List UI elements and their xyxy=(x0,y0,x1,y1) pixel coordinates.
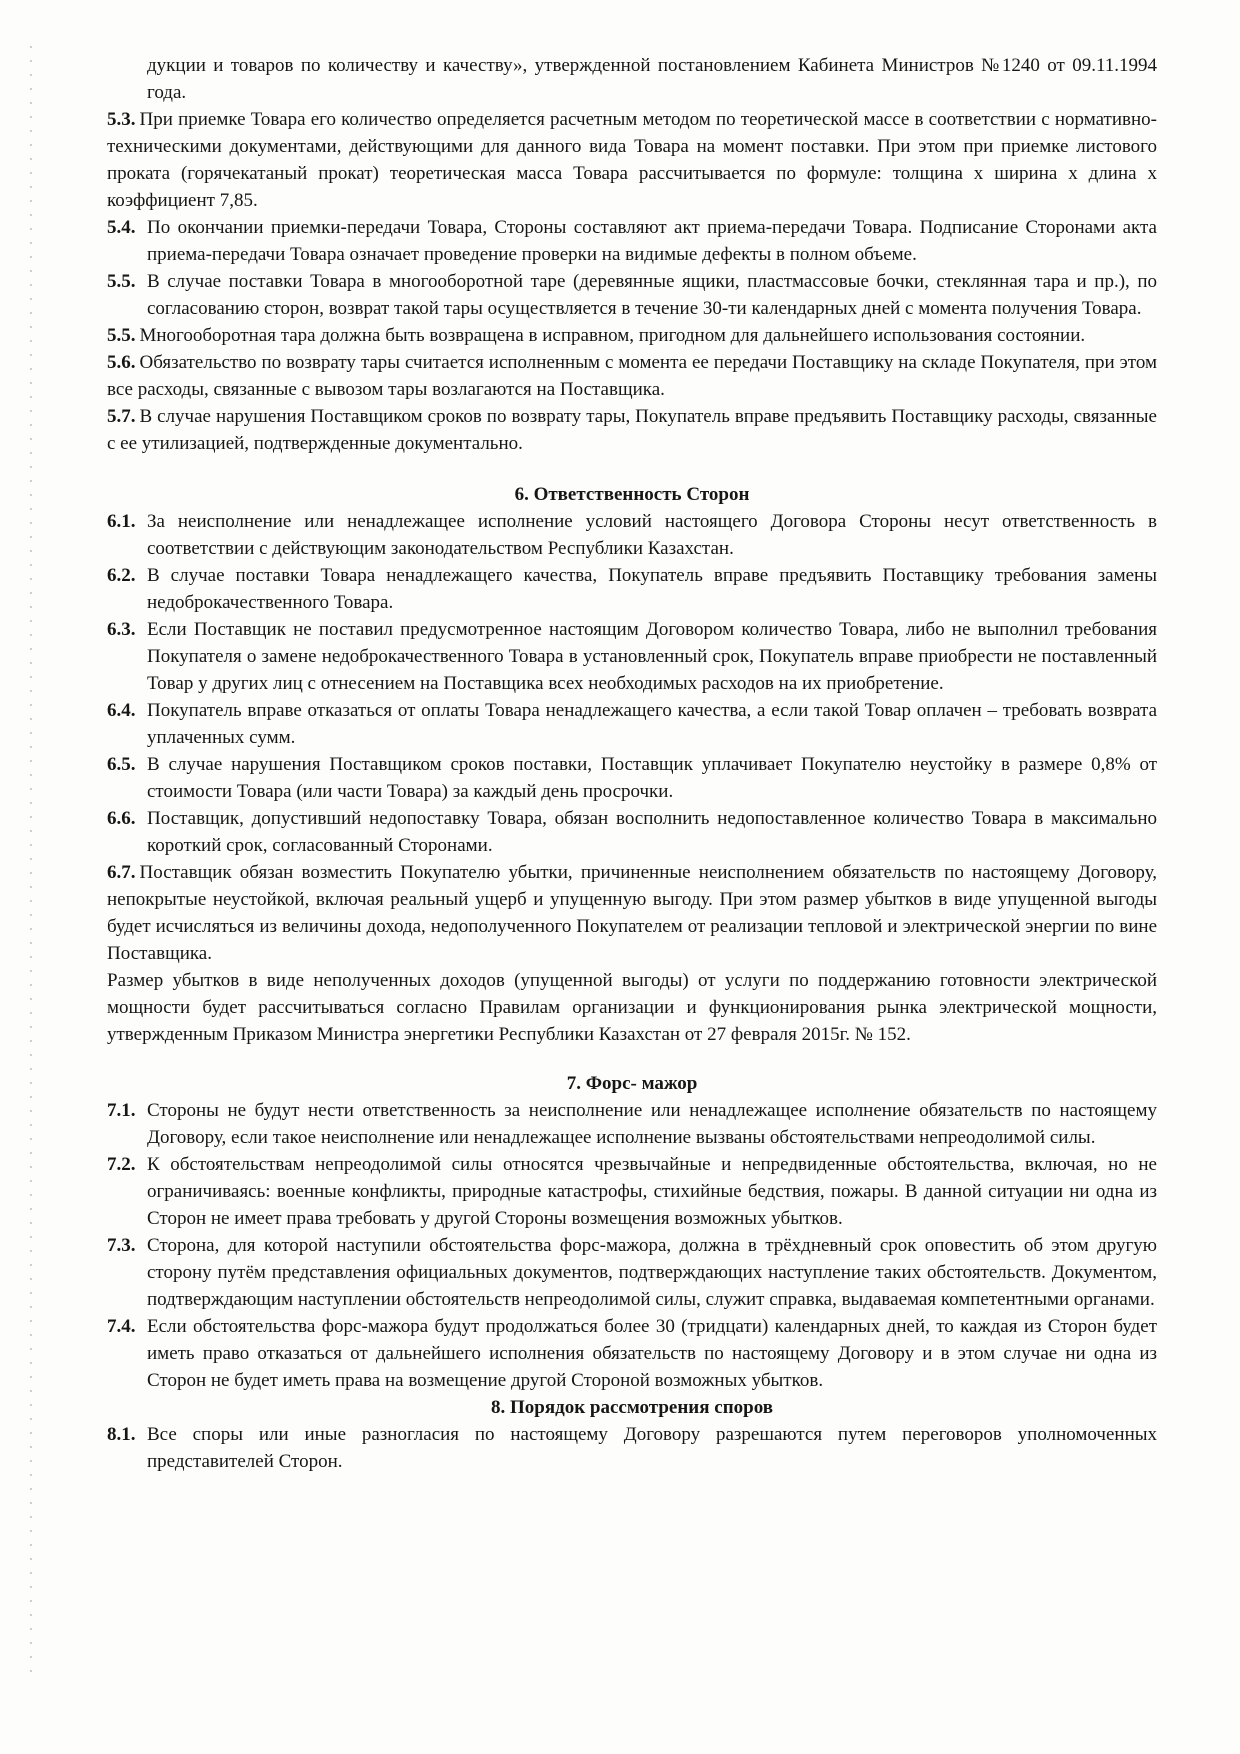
clause-text: В случае нарушения Поставщиком сроков по возврату тары, Покупатель вправе предъявить Поставщику расходы, связанные с ее утилизацией, подтвержденные документально. xyxy=(107,406,1157,454)
clause-item xyxy=(107,322,1157,349)
clause-text: Сторона, для которой наступили обстоятельства форс-мажора, должна в трёхдневный срок оповестить об этом другую сторону путём представления официальных документов, подтверждающих наступление таких обстоятельств. Документом, подтверждающим наступлении обстоятельств непреодолимой силы, служит справка, выдаваемая компетентными органами. xyxy=(147,1235,1157,1310)
clause-number: 8.1. xyxy=(107,1424,136,1445)
section-6-heading: 6. Ответственность Сторон xyxy=(514,484,750,505)
clause-item xyxy=(107,1097,1157,1151)
clause-text: Обязательство по возврату тары считается исполненным с момента ее передачи Поставщику на складе Покупателя, при этом все расходы, связанные с вывозом тары возлагаются на Поставщика. xyxy=(107,352,1157,400)
clause-text: В случае поставки Товара в многооборотной таре (деревянные ящики, пластмассовые бочки, стеклянная тара и пр.), по согласованию сторон, возврат такой тары осуществляется в течение 30-ти календарных дней с момента получения Товара. xyxy=(147,271,1157,319)
clause-number: 7.3. xyxy=(107,1235,136,1256)
clause-number: 7.1. xyxy=(107,1100,136,1121)
clause-text: Если Поставщик не поставил предусмотренное настоящим Договором количество Товара, либо не выполнил требования Покупателя о замене недоброкачественного Товара в установленный срок, Покупатель вправе приобрести не поставленный Товар у других лиц с отнесением на Поставщика всех необходимых расходов на их приобретение. xyxy=(147,619,1157,694)
clause-text: Все споры или иные разногласия по настоящему Договору разрешаются путем переговоров уполномоченных представителей Сторон. xyxy=(147,1424,1157,1472)
clause-text: К обстоятельствам непреодолимой силы относятся чрезвычайные и непредвиденные обстоятельства, включая, но не ограничиваясь: военные конфликты, природные катастрофы, стихийные бедствия, пожары. В данной ситуации ни одна из Сторон не имеет права требовать у другой Стороны возмещения возможных убытков. xyxy=(147,1154,1157,1229)
clause-item xyxy=(107,859,1157,967)
clause-item xyxy=(107,268,1157,322)
clause-number: 5.4. xyxy=(107,217,136,238)
clause-text: Поставщик обязан возместить Покупателю убытки, причиненные неисполнением обязательств по настоящему Договору, непокрытые неустойкой, включая реальный ущерб и упущенную выгоду. При этом размер убытков в виде упущенной выгоды будет исчисляться из величины дохода, недополученного Покупателем от реализации тепловой и электрической энергии по вине Поставщика. xyxy=(107,862,1157,964)
clause-text: Многооборотная тара должна быть возвращена в исправном, пригодном для дальнейшего использования состоянии. xyxy=(139,325,1086,346)
clause-item xyxy=(107,805,1157,859)
section-8-list xyxy=(107,1421,1157,1475)
clause-number: 6.1. xyxy=(107,511,136,532)
section-8-heading: 8. Порядок рассмотрения споров xyxy=(490,1397,774,1418)
clause-item xyxy=(107,562,1157,616)
clause-number: 6.3. xyxy=(107,619,136,640)
clause-number: 6.7. xyxy=(107,862,136,883)
clause-item xyxy=(107,616,1157,697)
section-6-list xyxy=(107,508,1157,967)
scan-margin-artifact xyxy=(28,40,34,1680)
clause-text: Поставщик, допустивший недопоставку Товара, обязан восполнить недопоставленное количество Товара в максимально короткий срок, согласованный Сторонами. xyxy=(147,808,1157,856)
clause-number: 5.5. xyxy=(107,325,136,346)
clause-number: 7.4. xyxy=(107,1316,136,1337)
clause-item xyxy=(107,1151,1157,1232)
clause-item xyxy=(107,751,1157,805)
clause-number: 6.5. xyxy=(107,754,136,775)
clause-text: Если обстоятельства форс-мажора будут продолжаться более 30 (тридцати) календарных дней, то каждая из Сторон будет иметь право отказаться от дальнейшего исполнения обязательств по настоящему Договору и в этом случае ни одна из Сторон не будет иметь права на возмещение другой Стороной возможных убытков. xyxy=(147,1316,1157,1391)
clause-item xyxy=(107,106,1157,214)
clause-number: 5.6. xyxy=(107,352,136,373)
clause-item xyxy=(107,1232,1157,1313)
clause-text: Стороны не будут нести ответственность за неисполнение или ненадлежащее исполнение обязательств по настоящему Договору, если такое неисполнение или ненадлежащее исполнение вызваны обстоятельствами непреодолимой силы. xyxy=(147,1100,1157,1148)
clause-item xyxy=(107,697,1157,751)
clause-number: 5.3. xyxy=(107,109,136,130)
clause-number: 5.7. xyxy=(107,406,136,427)
clause-item xyxy=(107,1421,1157,1475)
section-7-heading: 7. Форс- мажор xyxy=(566,1073,698,1094)
clause-text: Покупатель вправе отказаться от оплаты Товара ненадлежащего качества, а если такой Товар оплачен – требовать возврата уплаченных сумм. xyxy=(147,700,1157,748)
clause-number: 6.4. xyxy=(107,700,136,721)
clause-item xyxy=(107,403,1157,457)
clause-number: 5.5. xyxy=(107,271,136,292)
clause-item xyxy=(107,1313,1157,1394)
section-5-list xyxy=(107,106,1157,457)
clause-item xyxy=(107,508,1157,562)
clause-text: По окончании приемки-передачи Товара, Стороны составляют акт приема-передачи Товара. Подписание Сторонами акта приема-передачи Товара означает проведение проверки на видимые дефекты в полном объеме. xyxy=(147,217,1157,265)
clause-item xyxy=(107,349,1157,403)
clause-text: При приемке Товара его количество определяется расчетным методом по теоретической массе в соответствии с нормативно-техническими документами, действующими для данного вида Товара на момент поставки. При этом при приемке листового проката (горячекатаный прокат) теоретическая масса Товара рассчитывается по формуле: толщина х ширина х длина х коэффициент 7,85. xyxy=(107,109,1157,211)
document-body xyxy=(107,52,1157,1475)
clause-text: За неисполнение или ненадлежащее исполнение условий настоящего Договора Стороны несут ответственность в соответствии с действующим законодательством Республики Казахстан. xyxy=(147,511,1157,559)
clause-number: 6.2. xyxy=(107,565,136,586)
clause-number: 6.6. xyxy=(107,808,136,829)
continuation-text: дукции и товаров по количеству и качеству», утвержденной постановлением Кабинета Министров №1240 от 09.11.1994 года. xyxy=(147,55,1157,103)
clause-text: В случае поставки Товара ненадлежащего качества, Покупатель вправе предъявить Поставщику требования замены недоброкачественного Товара. xyxy=(147,565,1157,613)
clause-number: 7.2. xyxy=(107,1154,136,1175)
section-6-paragraph: Размер убытков в виде неполученных доходов (упущенной выгоды) от услуги по поддержанию готовности электрической мощности будет рассчитываться согласно Правилам организации и функционирования рынка электрической мощности, утвержденным Приказом Министра энергетики Республики Казахстан от 27 февраля 2015г. № 152. xyxy=(107,970,1157,1045)
clause-text: В случае нарушения Поставщиком сроков поставки, Поставщик уплачивает Покупателю неустойку в размере 0,8% от стоимости Товара (или части Товара) за каждый день просрочки. xyxy=(147,754,1157,802)
section-7-list xyxy=(107,1097,1157,1394)
clause-item xyxy=(107,214,1157,268)
